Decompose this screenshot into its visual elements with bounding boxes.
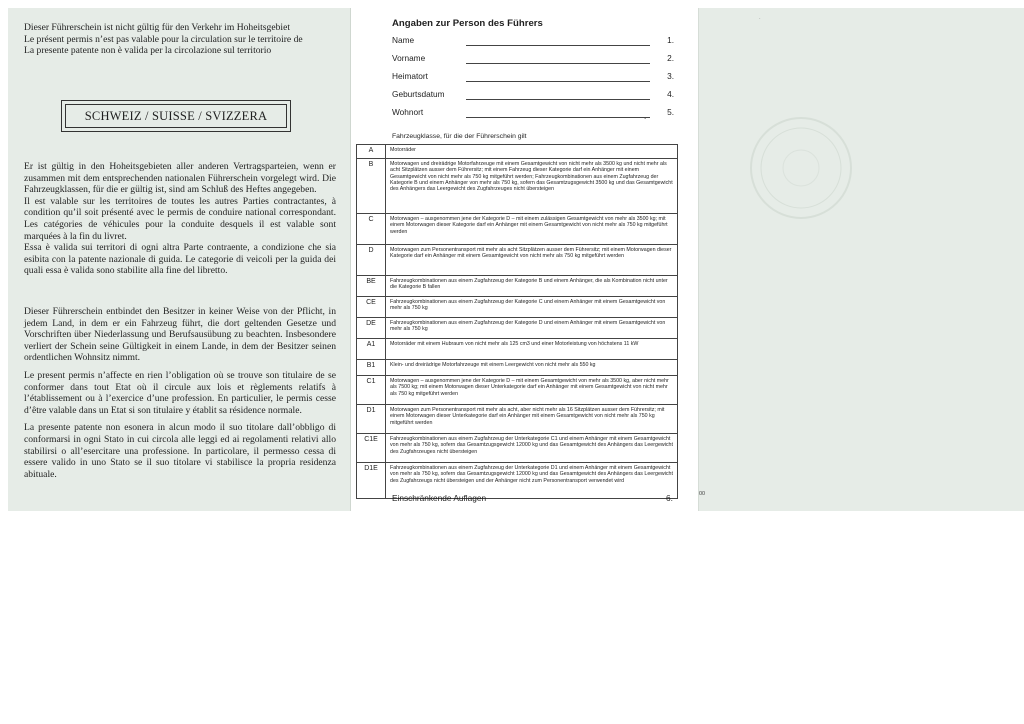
class-description: Motorwagen – ausgenommen jene der Kategorie D – mit einem Gesamtgewicht von mehr als 3500 kg, aber nicht mehr als 7500 kg; mit einem Motorwagen dieser Unterkategorie darf ein Anhänger mit einem Gesamtgewicht von nicht mehr als 750 kg mitgeführt werden — [386, 376, 678, 405]
field-birthdate — [392, 89, 674, 103]
class-code: D — [357, 245, 386, 276]
fill-line — [466, 99, 650, 100]
fill-line — [466, 63, 650, 64]
validity-paragraphs — [24, 161, 336, 277]
notice-it: La presente patente non è valida per la circolazione sul territorio — [24, 45, 272, 57]
country-box — [61, 100, 291, 132]
class-description: Fahrzeugkombinationen aus einem Zugfahrzeug der Kategorie D und einem Anhänger mit einem Gesamtgewicht von mehr als 750 kg — [386, 318, 678, 339]
field-first-name — [392, 53, 674, 67]
class-code: A — [357, 145, 386, 159]
table-row — [357, 214, 678, 245]
field-name — [392, 35, 674, 49]
table-row — [357, 276, 678, 297]
field-number: 3. — [667, 71, 674, 81]
class-code: C1 — [357, 376, 386, 405]
edge-page-number: 00 — [699, 491, 706, 497]
class-code: D1E — [357, 463, 386, 499]
class-code: BE — [357, 276, 386, 297]
vehicle-class-table — [356, 144, 678, 499]
obligation-paragraphs — [24, 306, 336, 480]
notice-fr: Le présent permis n’est pas valable pour la circulation sur le territoire de — [24, 33, 303, 45]
class-code: B1 — [357, 360, 386, 376]
table-row — [357, 376, 678, 405]
class-description: Motorräder mit einem Hubraum von nicht mehr als 125 cm3 und einer Motorleistung von höchstens 11 kW — [386, 339, 678, 360]
country-name: SCHWEIZ / SUISSE / SVIZZERA — [65, 104, 287, 128]
field-label: Vorname — [392, 53, 426, 63]
class-caption: Fahrzeugklasse, für die der Führerschein gilt — [392, 133, 527, 140]
fill-line — [466, 45, 650, 46]
field-number: 4. — [667, 89, 674, 99]
class-description: Motorräder — [386, 145, 678, 159]
class-code: A1 — [357, 339, 386, 360]
field-label: Heimatort — [392, 71, 428, 81]
class-code: CE — [357, 297, 386, 318]
middle-page — [356, 8, 692, 511]
class-description: Fahrzeugkombinationen aus einem Zugfahrzeug der Unterkategorie D1 und einem Anhänger mit einem Gesamtgewicht von mehr als 750 kg, sofern das Gesamtzugsgewicht 12000 kg und das Gesamtgewicht des Anhängers das Leergewicht des Zugfahrzeugs nicht übersteigen und der Anhänger nicht zum Personentransport verwendet wird — [386, 463, 678, 499]
right-page — [698, 8, 1024, 511]
field-label: Name — [392, 35, 415, 45]
class-description: Fahrzeugkombinationen aus einem Zugfahrzeug der Kategorie C und einem Anhänger mit einem Gesamtgewicht von mehr als 750 kg — [386, 297, 678, 318]
field-mark: . — [644, 112, 647, 121]
field-number: 1. — [667, 35, 674, 45]
class-code: C — [357, 214, 386, 245]
field-label: Wohnort — [392, 107, 424, 117]
field-number: 2. — [667, 53, 674, 63]
left-page — [8, 8, 351, 511]
class-description: Motorwagen zum Personentransport mit mehr als acht Sitzplätzen ausser dem Führersitz; mit einem Motorwagen dieser Kategorie darf ein Anhänger mit einem Gesamtgewicht von nicht mehr als 750 kg mitgeführt werden — [386, 245, 678, 276]
table-row — [357, 245, 678, 276]
validity-fr: Il est valable sur les territoires de toutes les autres Parties contractantes, à condition qu’il soit présenté avec le permis de conduire national correspondant. Les catégories de véhicules pour la conduite desquels il est valable sont marquées à la fin du livret. — [24, 195, 336, 242]
class-code: DE — [357, 318, 386, 339]
class-description: Klein- und dreirädrige Motorfahrzeuge mit einem Leergewicht von nicht mehr als 550 kg — [386, 360, 678, 376]
obligation-fr: Le present permis n’affecte en rien l’obligation où se trouve son titulaire de se conformer dans tout Etat où il circule aux lois et règlements relatifs à l’établissement ou à l’exercice d’une profession. En particulier, le permis cesse d’être valable dans un Etat si son titulaire y établit sa résidence normale. — [24, 369, 336, 416]
table-row — [357, 360, 678, 376]
field-number: 5. — [667, 107, 674, 117]
restrictions-label: Einschränkende Auflagen — [392, 493, 487, 503]
fill-line — [466, 81, 650, 82]
validity-it: Essa è valida sui territori di ogni altra Parte contraente, a condizione che sia esibita con la patente nazionale di guida. Le categorie di veicoli per la guida dei quali essa è valida sono stabilite alla fine del libretto. — [24, 242, 336, 277]
class-code: D1 — [357, 405, 386, 434]
table-row — [357, 434, 678, 463]
table-row — [357, 297, 678, 318]
restrictions-number: 6. — [666, 493, 673, 503]
class-code: C1E — [357, 434, 386, 463]
class-description: Fahrzeugkombinationen aus einem Zugfahrzeug der Unterkategorie C1 und einem Anhänger mit einem Gesamtgewicht von mehr als 750 kg, sofern das Gesamtzugsgewicht 12000 kg und das Gesamtgewicht des Anhängers das Leergewicht des Zugfahrzeuges nicht übersteigen — [386, 434, 678, 463]
speck-mark: · — [759, 16, 761, 22]
obligation-de: Dieser Führerschein entbindet den Besitzer in keiner Weise von der Pflicht, in jedem Land, in dem er ein Fahrzeug führt, die dort geltenden Gesetze und Vorschriften über Niederlassung und Berufsausübung zu beachten. Insbesondere verliert der Schein seine Gültigkeit in einem Lande, in dem der Besitzer seinen ordentlichen Wohnsitz nimmt. — [24, 306, 336, 364]
page-title: Angaben zur Person des Führers — [392, 18, 543, 29]
obligation-it: La presente patente non esonera in alcun modo il suo titolare dall’obbligo di conformarsi in ogni Stato in cui circola alle leggi ed ai regolamenti relativi allo stabilirsi o all’esercitare una professione. In particolare, il permesso cessa di essere valido in uno Stato se il suo titolare vi stabilisce la propria residenza abituale. — [24, 422, 336, 480]
validity-notice — [24, 22, 336, 57]
field-label: Geburtsdatum — [392, 89, 445, 99]
table-row — [357, 339, 678, 360]
table-row — [357, 318, 678, 339]
class-description: Fahrzeugkombinationen aus einem Zugfahrzeug der Kategorie B und einem Anhänger, die als Kombination nicht unter die Kategorie B fallen — [386, 276, 678, 297]
table-row — [357, 159, 678, 214]
notice-de: Dieser Führerschein ist nicht gültig für den Verkehr im Hoheitsgebiet — [24, 22, 290, 33]
table-row — [357, 145, 678, 159]
field-hometown — [392, 71, 674, 85]
field-residence — [392, 107, 674, 121]
class-description: Motorwagen zum Personentransport mit mehr als acht, aber nicht mehr als 16 Sitzplätzen ausser dem Führersitz; mit einem Motorwagen dieser Unterkategorie darf ein Anhänger mit einem Gesamtgewicht von nicht mehr als 750 kg mitgeführt werden — [386, 405, 678, 434]
class-description: Motorwagen und dreirädrige Motorfahrzeuge mit einem Gesamtgewicht von nicht mehr als 3500 kg und nicht mehr als acht Sitzplätzen ausser dem Führersitz; mit einem Fahrzeug dieser Kategorie darf ein Anhänger mit einem Gesamtgewicht von nicht mehr als 750 kg mitgeführt werden; Fahrzeugkombinationen aus einem Zugfahrzeug der Kategorie B und einem Anhänger von mehr als 750 kg, sofern das Gesamtzugsgewicht 3500 kg und das Gesamtgewicht des Anhängers das Leergewicht des Zugfahrzeuges nicht übersteigen — [386, 159, 678, 214]
class-code: B — [357, 159, 386, 214]
table-row — [357, 405, 678, 434]
embossed-seal-icon — [741, 108, 861, 228]
class-description: Motorwagen – ausgenommen jene der Kategorie D – mit einem zulässigen Gesamtgewicht von mehr als 3500 kg; mit einem Motorwagen dieser Kategorie darf ein Anhänger mit einem Gesamtgewicht von nicht mehr als 750 kg mitgeführt werden — [386, 214, 678, 245]
fill-line — [466, 117, 650, 118]
validity-de: Er ist gültig in den Hoheitsgebieten aller anderen Vertragsparteien, wenn er zusammen mit dem entsprechenden nationalen Führerschein vorgelegt wird. Die Fahrzeugklassen, für die er gültig ist, sind am Schluß des Heftes angegeben. — [24, 161, 336, 196]
